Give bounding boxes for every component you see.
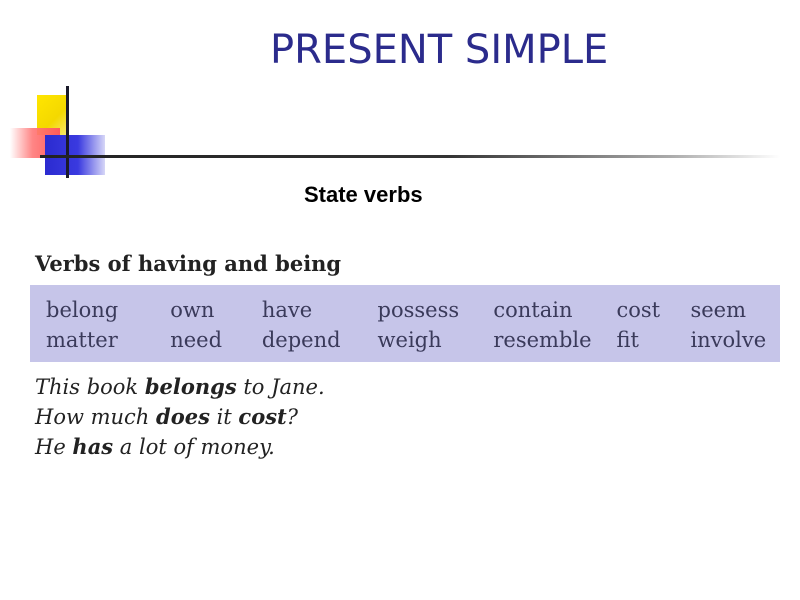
example-keyword: does bbox=[156, 404, 210, 429]
verb-cell: cost bbox=[616, 298, 661, 322]
section-heading: Verbs of having and being bbox=[35, 251, 342, 276]
example-text: a lot of money. bbox=[113, 435, 275, 459]
verb-cell: involve bbox=[690, 328, 767, 352]
verb-cell: need bbox=[170, 328, 223, 352]
example-text: He bbox=[35, 435, 73, 459]
verb-row bbox=[30, 295, 780, 325]
example-text: ? bbox=[286, 405, 298, 429]
verb-cell: resemble bbox=[493, 328, 592, 352]
example-keyword: has bbox=[72, 434, 114, 459]
yellow-square-decoration bbox=[37, 95, 67, 135]
horizontal-rule bbox=[40, 155, 780, 158]
example-text: How much bbox=[35, 405, 157, 429]
verb-row bbox=[30, 325, 780, 355]
verb-table bbox=[30, 295, 780, 355]
verb-cell: depend bbox=[261, 328, 341, 352]
example-keyword: belongs bbox=[144, 374, 237, 399]
slide-title: PRESENT SIMPLE bbox=[270, 27, 609, 73]
red-square-decoration bbox=[10, 128, 60, 158]
verb-cell: weigh bbox=[377, 328, 442, 352]
verb-cell: fit bbox=[616, 328, 639, 352]
verb-table-panel bbox=[30, 285, 780, 362]
example-text: it bbox=[209, 405, 239, 429]
verb-cell: possess bbox=[377, 298, 460, 322]
blue-square-decoration bbox=[45, 135, 105, 175]
example-sentence bbox=[35, 402, 325, 432]
verb-cell: have bbox=[261, 298, 313, 322]
verb-cell: matter bbox=[46, 328, 118, 352]
example-text: This book bbox=[35, 375, 145, 399]
vertical-rule bbox=[66, 86, 69, 178]
example-sentence bbox=[35, 372, 325, 402]
verb-cell: contain bbox=[493, 298, 573, 322]
verb-cell: belong bbox=[46, 298, 119, 322]
example-text: to Jane. bbox=[236, 375, 325, 399]
slide-subtitle: State verbs bbox=[304, 182, 423, 207]
example-sentence bbox=[35, 432, 325, 462]
example-sentences bbox=[35, 372, 325, 462]
verb-cell: own bbox=[170, 298, 215, 322]
example-keyword: cost bbox=[238, 404, 287, 429]
verb-cell: seem bbox=[690, 298, 746, 322]
